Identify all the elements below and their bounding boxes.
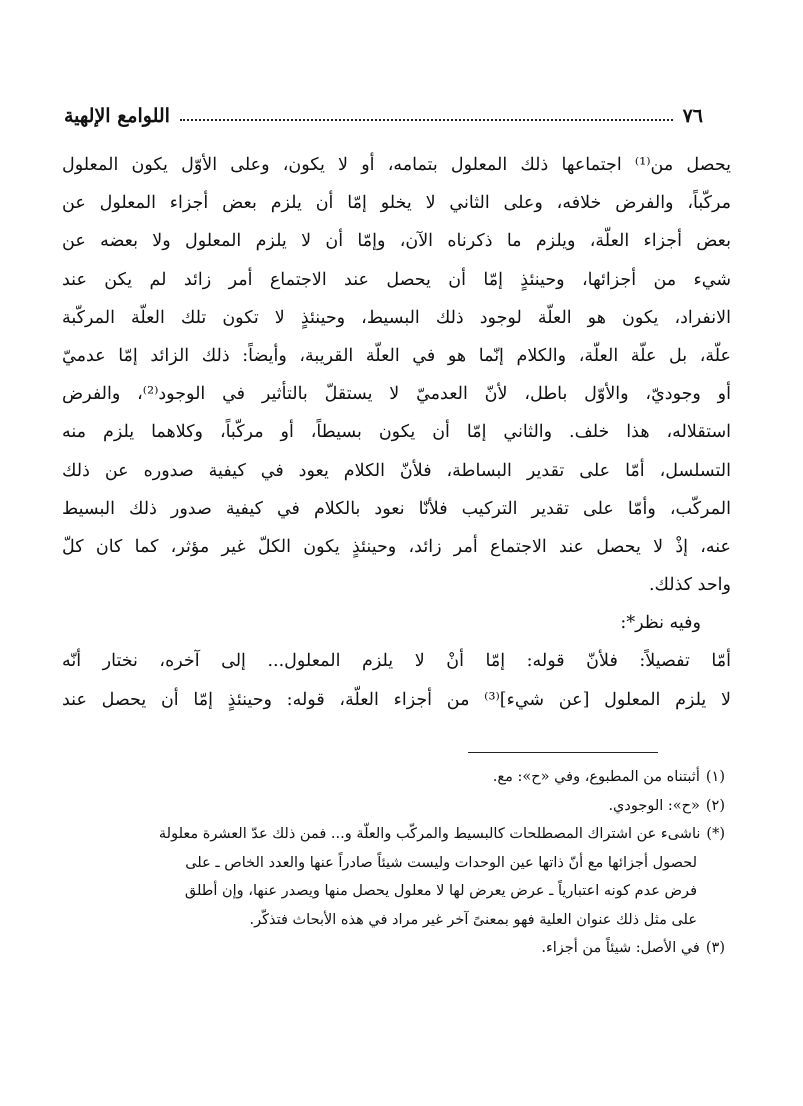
footnote (70, 820, 725, 849)
footnote-text: أثبتناه من المطبوع، وفي «ح»: مع. (492, 769, 700, 785)
footnote-continuation (70, 849, 725, 878)
footnote-mark: (٣) (705, 940, 725, 956)
footnote-text: «ح»: الوجودي. (608, 797, 700, 814)
footnote-text: فرض عدم كونه اعتبارياً ـ عرض يعرض لها لا معلول يحصل منها ويصدر عنها، وإن أطلق (184, 883, 697, 899)
main-text (62, 146, 731, 719)
text-line: الانفراد، يكون هو العلّة لوجود ذلك البسيط، وحينئذٍ لا تكون تلك العلّة المركّبة (62, 307, 731, 328)
text-line: علّة، بل علّة العلّة، والكلام إنّما هو في العلّة القريبة، وأيضاً: ذلك الزائد إمّا عدميّ (62, 345, 731, 366)
footnote-separator (468, 752, 658, 753)
book-title: اللوامع الإلهية (64, 105, 170, 127)
text-line: استقلاله، هذا خلف. والثاني إمّا أن يكون بسيطاً، أو مركّباً، وكلاهما يلزم منه (62, 422, 731, 443)
header-dot-leader (180, 119, 673, 121)
text-line: لا يلزم المعلول [عن شيء]⁽³⁾ من أجزاء العلّة، قوله: وحينئذٍ إمّا أن يحصل عند (62, 689, 731, 710)
footnote-continuation (70, 877, 725, 906)
text-line: أمّا تفصيلاً: فلأنّ قوله: إمّا أنْ لا يلزم المعلول... إلى آخره، نختار أنّه (62, 651, 731, 672)
footnote (70, 792, 725, 821)
text-line: شيء من أجزائها، وحينئذٍ إمّا أن يحصل عند الاجتماع أمر زائد لم يكن عند (62, 269, 731, 290)
footnote (70, 763, 725, 792)
page-number: ٧٦ (682, 105, 703, 127)
text-line: بعض أجزاء العلّة، ويلزم ما ذكرناه الآن، وإمّا أن لا يلزم المعلول ولا بعضه عن (62, 231, 731, 252)
footnote-mark: (٢) (705, 797, 725, 814)
footnote-text: في الأصل: شيئاً من أجزاء. (541, 940, 700, 956)
footnote-text: لحصول أجزائها مع أنّ ذاتها عين الوحدات وليست شيئاً صادراً عنها والعدد الخاص ـ على (185, 854, 697, 871)
footnote-mark: (*) (706, 826, 725, 842)
text-line: المركّب، وأمّا على تقدير التركيب فلأنّا نعود بالكلام في كيفية صدور ذلك البسيط (62, 498, 731, 519)
footnotes (70, 763, 725, 963)
footnote-mark: (١) (705, 769, 725, 785)
footnote-continuation (70, 906, 725, 935)
text-line: يحصل من⁽¹⁾ اجتماعها ذلك المعلول بتمامه، أو لا يكون، وعلى الأوّل يكون المعلول (62, 155, 731, 175)
text-line: واحد كذلك. (648, 575, 731, 596)
text-line: مركّباً، والفرض خلافه، وعلى الثاني لا يخلو إمّا أن يلزم بعض أجزاء المعلول عن (62, 193, 731, 214)
text-line: التسلسل، أمّا على تقدير البساطة، فلأنّ الكلام يعود في كيفية صدوره عن ذلك (62, 460, 731, 481)
running-header (64, 98, 703, 134)
text-line: وفيه نظر*: (620, 613, 701, 634)
text-line: عنه، إذْ لا يحصل عند الاجتماع أمر زائد، وحينئذٍ يكون الكلّ غير مؤثر، كما كان كلّ (62, 536, 731, 557)
footnote-text: ناشىء عن اشتراك المصطلحات كالبسيط والمركّب والعلّة و... فمن ذلك عدّ العشرة معلولة (158, 826, 701, 842)
text-line: أو وجوديّ، والأوّل باطل، لأنّ العدميّ لا يستقلّ بالتأثير في الوجود⁽²⁾، والفرض (62, 384, 731, 405)
footnote (70, 934, 725, 963)
footnote-text: على مثل ذلك عنوان العلية فهو بمعنىً آخر غير مراد في هذه الأبحاث فتذكّر. (249, 911, 697, 928)
